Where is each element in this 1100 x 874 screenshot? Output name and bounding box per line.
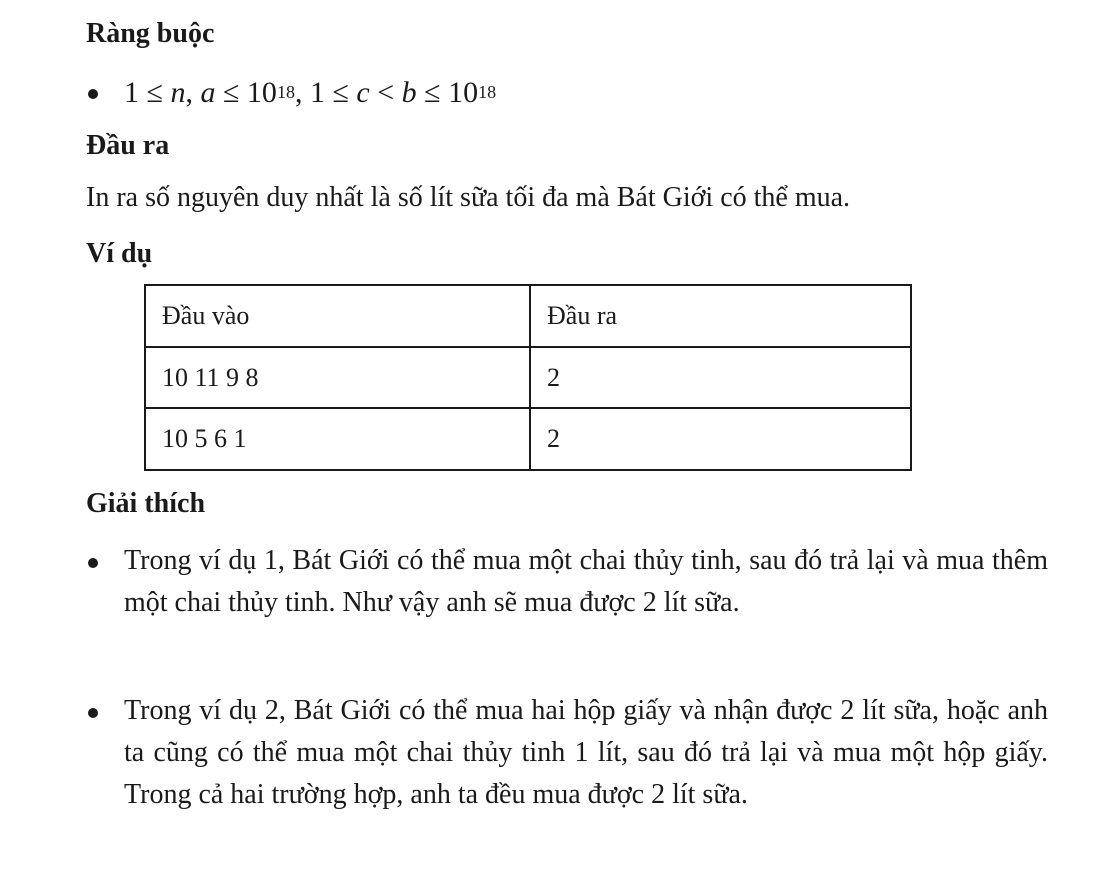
constraint-formula: 1 ≤ n, $a \le 10^{18}$, $1 \le c < b \le 10^{18}$ bbox=[124, 76, 497, 109]
explanation-text: Trong ví dụ 1, Bát Giới có thể mua một chai thủy tinh, sau đó trả lại và mua thêm một chai thủy tinh. Như vậy anh sẽ mua được 2 lít sữa. bbox=[124, 545, 1048, 618]
table-header-row bbox=[145, 285, 911, 347]
output-description: In ra số nguyên duy nhất là số lít sữa tối đa mà Bát Giới có thể mua. bbox=[86, 182, 851, 213]
example-heading: Ví dụ bbox=[86, 238, 153, 269]
table-cell-input: 10 5 6 1 bbox=[145, 408, 530, 470]
table-row bbox=[145, 408, 911, 470]
output-heading: Đầu ra bbox=[86, 130, 170, 161]
table-cell-input: 10 11 9 8 bbox=[145, 347, 530, 408]
explanation-item bbox=[86, 540, 1048, 666]
table-cell-output: 2 bbox=[530, 408, 911, 470]
example-table bbox=[144, 284, 912, 471]
table-header-cell: Đầu vào bbox=[145, 285, 530, 347]
explanation-text: Trong ví dụ 2, Bát Giới có thể mua hai hộp giấy và nhận được 2 lít sữa, hoặc anh ta cũng có thể mua một chai thủy tinh 1 lít, sau đó trả lại và mua một hộp giấy. Trong cả hai trường hợp, anh ta đều mua được 2 lít sữa. bbox=[124, 695, 1048, 810]
constraints-heading: Ràng buộc bbox=[86, 18, 215, 49]
table-header-cell: Đầu ra bbox=[530, 285, 911, 347]
explanation-heading: Giải thích bbox=[86, 488, 206, 519]
table-row bbox=[145, 347, 911, 408]
constraint-item bbox=[86, 76, 1048, 110]
table-cell-output: 2 bbox=[530, 347, 911, 408]
explanation-item bbox=[86, 690, 1048, 858]
bullet-dot-icon bbox=[88, 708, 98, 718]
bullet-dot-icon bbox=[88, 89, 98, 99]
bullet-dot-icon bbox=[88, 558, 98, 568]
